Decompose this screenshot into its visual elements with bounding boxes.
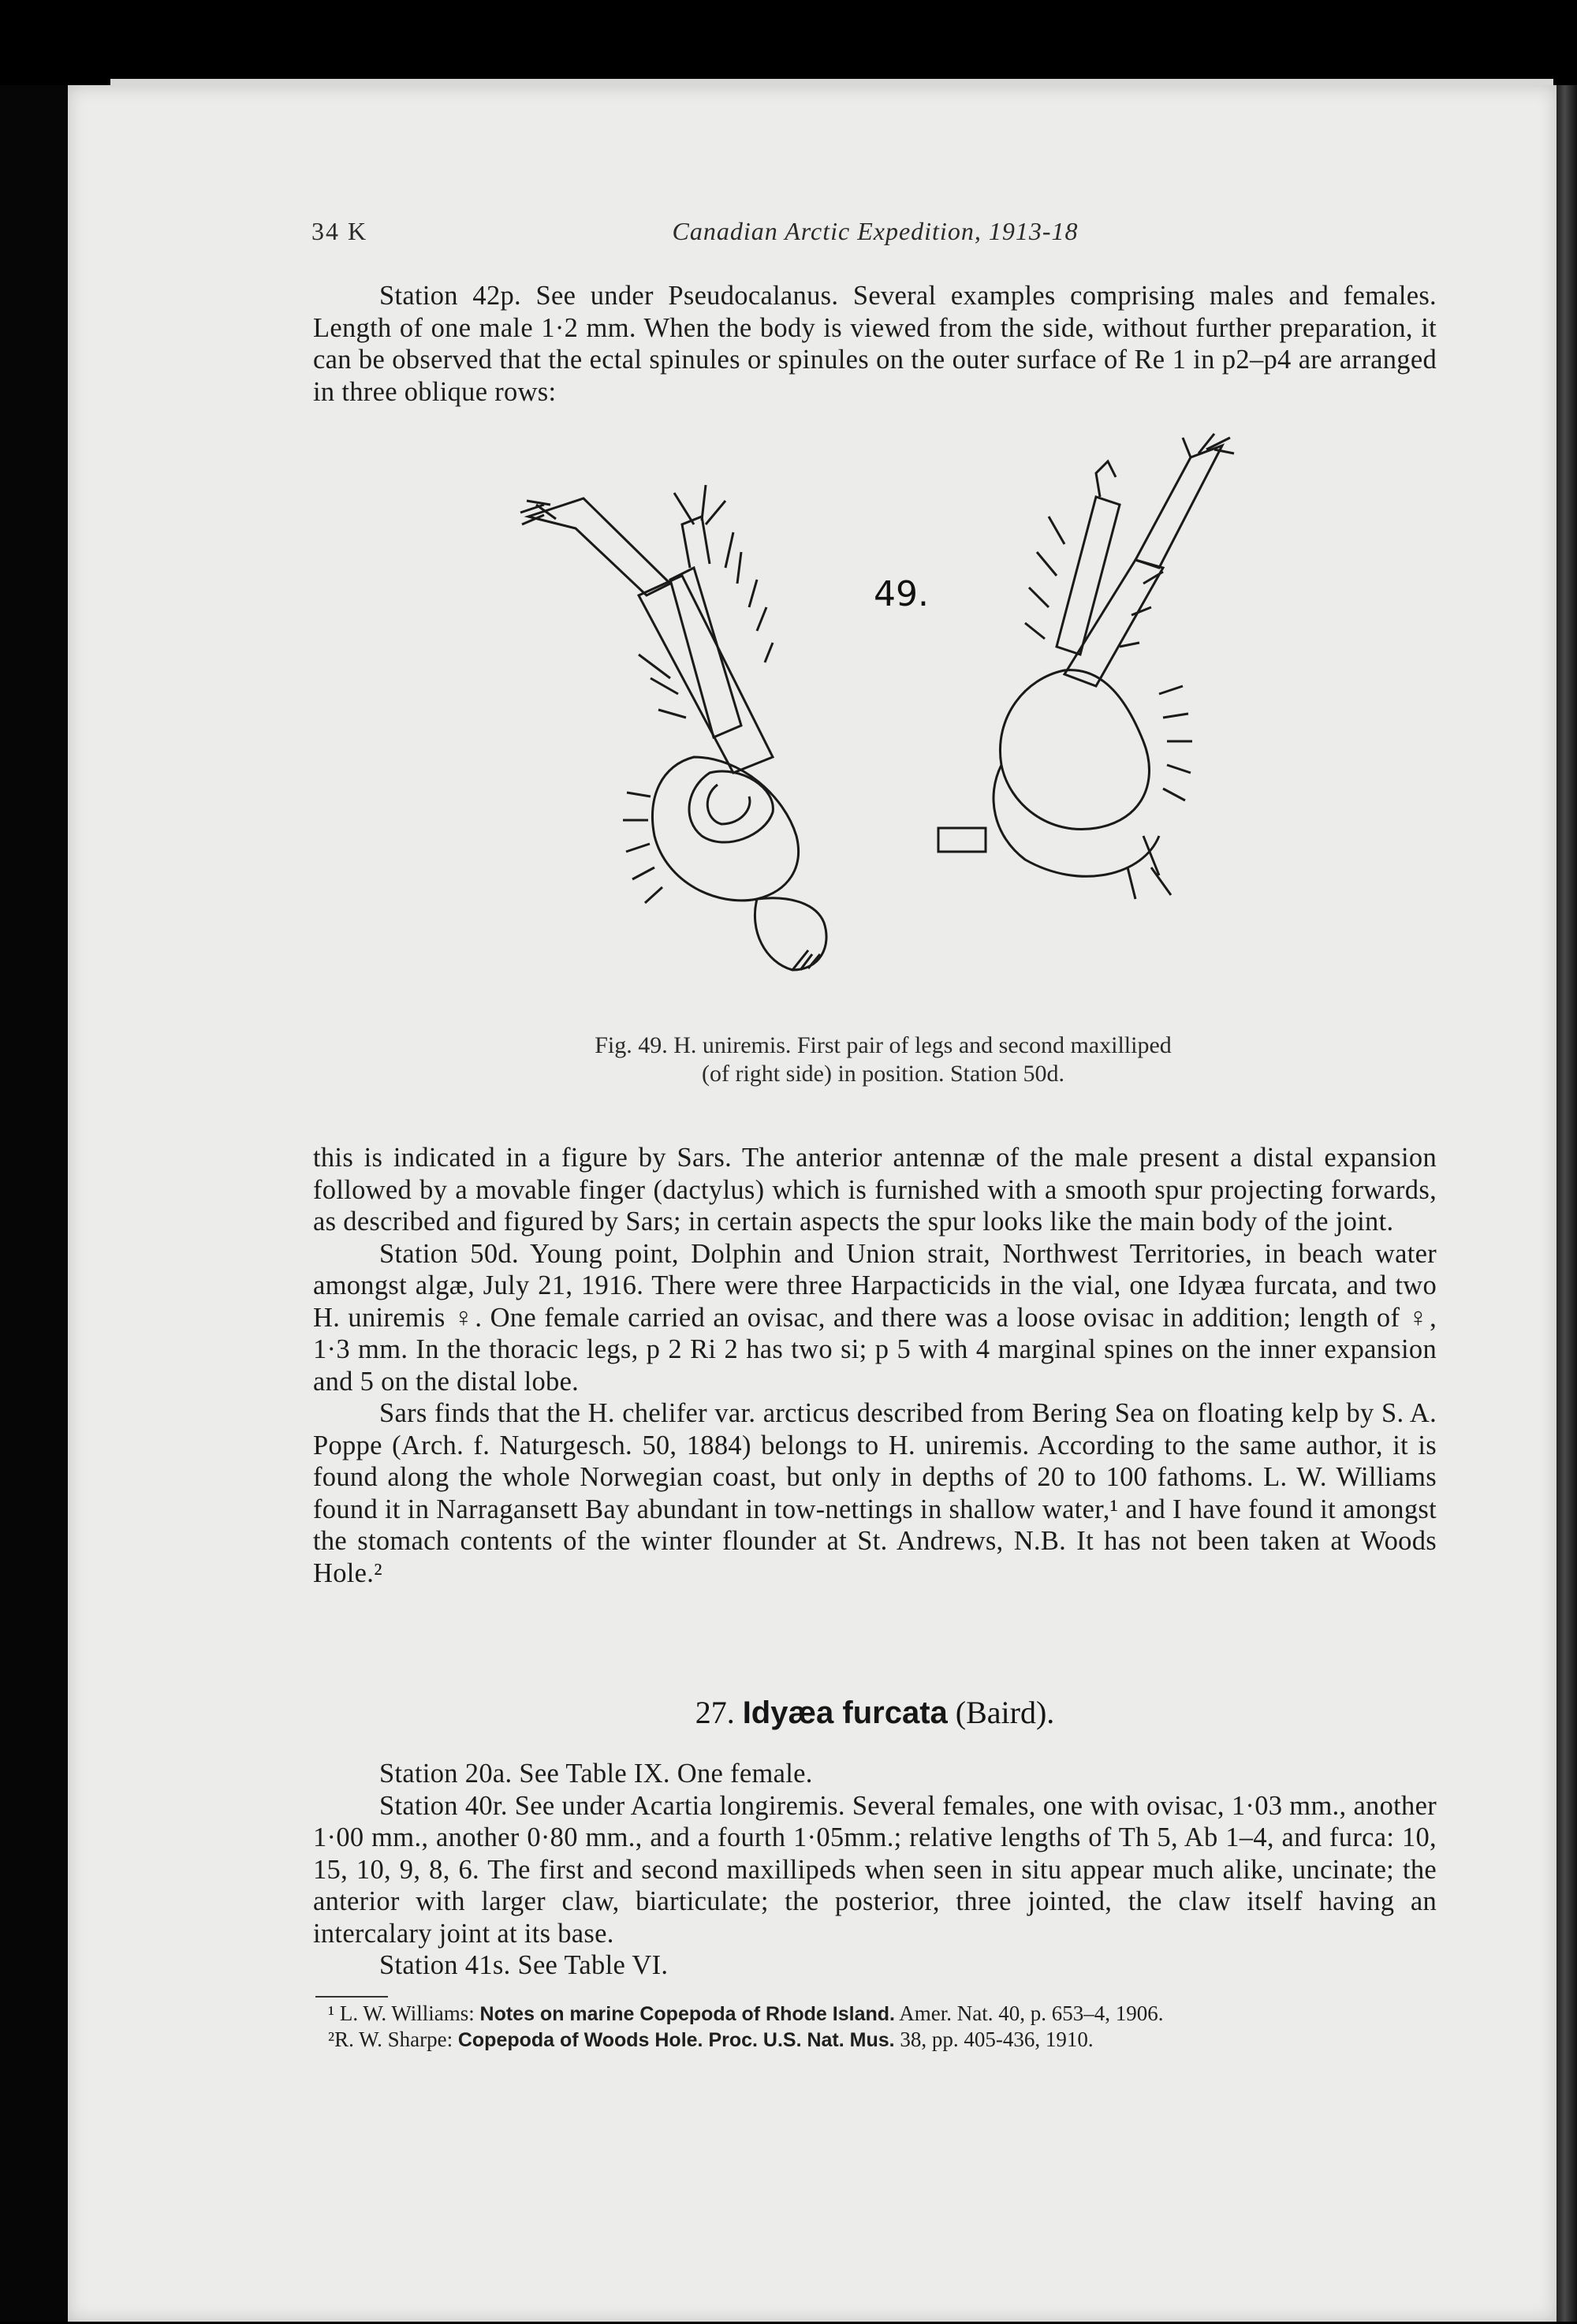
figure-49-illustration: [513, 426, 1262, 994]
figure-number-label: 49.: [874, 574, 929, 614]
running-header: [311, 217, 1439, 256]
running-title: Canadian Arctic Expedition, 1913-18: [672, 217, 1079, 245]
section-author: (Baird).: [955, 1695, 1055, 1730]
scan-right-edge: [1556, 85, 1577, 2322]
footnote-rule: [315, 1996, 388, 1998]
footnote-2: [314, 2027, 1449, 2053]
top-paragraph: Station 42p. See under Pseudocalanus. Several examples comprising males and females. Length of one male 1·2 mm. When the body is viewed from the side, without further preparation, it can be observed that the ectal spinules or spinules on the outer surface of Re 1 in p2–p4 are arranged in three oblique rows:: [313, 281, 1437, 407]
section-heading: [313, 1694, 1437, 1731]
footnote-1-author: ¹ L. W. Williams:: [328, 2001, 475, 2025]
body-paragraph-3: Sars finds that the H. chelifer var. arcticus described from Bering Sea on floating kelp by S. A. Poppe (Arch. f. Naturgesch. 50, 1884) belongs to H. uniremis. According to the same author, it is found along the whole Norwegian coast, but only in depths of 20 to 100 fathoms. L. W. Williams found it in Narragansett Bay abundant in tow-nettings in shallow water,¹ and I have found it amongst the stomach contents of the winter flounder at St. Andrews, N.B. It has not been taken at Woods Hole.²: [313, 1398, 1437, 1588]
footnote-2-title: Copepoda of Woods Hole. Proc. U.S. Nat. Mus.: [457, 2029, 895, 2051]
scan-left-margin: [0, 85, 68, 2322]
section-paragraph-3: Station 41s. See Table VI.: [379, 1950, 669, 1980]
figure-caption: [505, 1031, 1262, 1088]
footnote-1-reference: Amer. Nat. 40, p. 653–4, 1906.: [899, 2001, 1164, 2025]
section-paragraph-2: Station 40r. See under Acartia longiremis. Several females, one with ovisac, 1·03 mm., another 1·00 mm., another 0·80 mm., and a fourth 1·05mm.; relative lengths of Th 5, Ab 1–4, and furca: 10, 15, 10, 9, 8, 6. The first and second maxillipeds when seen in situ appear much alike, uncinate; the anterior with larger claw, biarticulate; the posterior, three jointed, the claw itself having an intercalary joint at its base.: [313, 1790, 1437, 1949]
footnote-1-title: Notes on marine Copepoda of Rhode Island.: [479, 2003, 895, 2025]
caption-line-2: (of right side) in position. Station 50d.: [702, 1061, 1064, 1087]
left-leg-drawing: [520, 485, 826, 970]
caption-line-1: Fig. 49. H. uniremis. First pair of legs and second maxilliped: [595, 1032, 1172, 1058]
central-joint: [938, 828, 986, 852]
top-paragraph-block: [313, 280, 1437, 408]
section-species-name: Idyæa furcata: [742, 1695, 948, 1730]
footnote-2-author: ²R. W. Sharpe:: [328, 2027, 453, 2051]
section-paragraph-1: Station 20a. See Table IX. One female.: [379, 1759, 813, 1789]
footnotes: [314, 2001, 1449, 2053]
body-paragraph-1: this is indicated in a figure by Sars. The anterior antennæ of the male present a distal expansion followed by a movable finger (dactylus) which is furnished with a smooth spur projecting forwards, as described and figured by Sars; in certain aspects the spur looks like the main body of the joint.: [313, 1143, 1437, 1237]
right-leg-drawing: [994, 434, 1234, 899]
section-number: 27.: [695, 1695, 735, 1730]
copepod-legs-drawing: [513, 426, 1262, 994]
body-paragraph-2: Station 50d. Young point, Dolphin and Union strait, Northwest Territories, in beach water amongst algæ, July 21, 1916. There were three Harpacticids in the vial, one Idyæa furcata, and two H. uniremis ♀. One female carried an ovisac, and there was a loose ovisac in addition; length of ♀, 1·3 mm. In the thoracic legs, p 2 Ri 2 has two si; p 5 with 4 marginal spines on the inner expansion and 5 on the distal lobe.: [313, 1238, 1437, 1397]
footnote-1: [314, 2001, 1449, 2027]
body-text-block: [313, 1142, 1437, 1589]
footnote-2-reference: 38, pp. 405-436, 1910.: [900, 2027, 1094, 2051]
page-number: 34 K: [311, 217, 368, 245]
section-text-block: [313, 1758, 1437, 1982]
